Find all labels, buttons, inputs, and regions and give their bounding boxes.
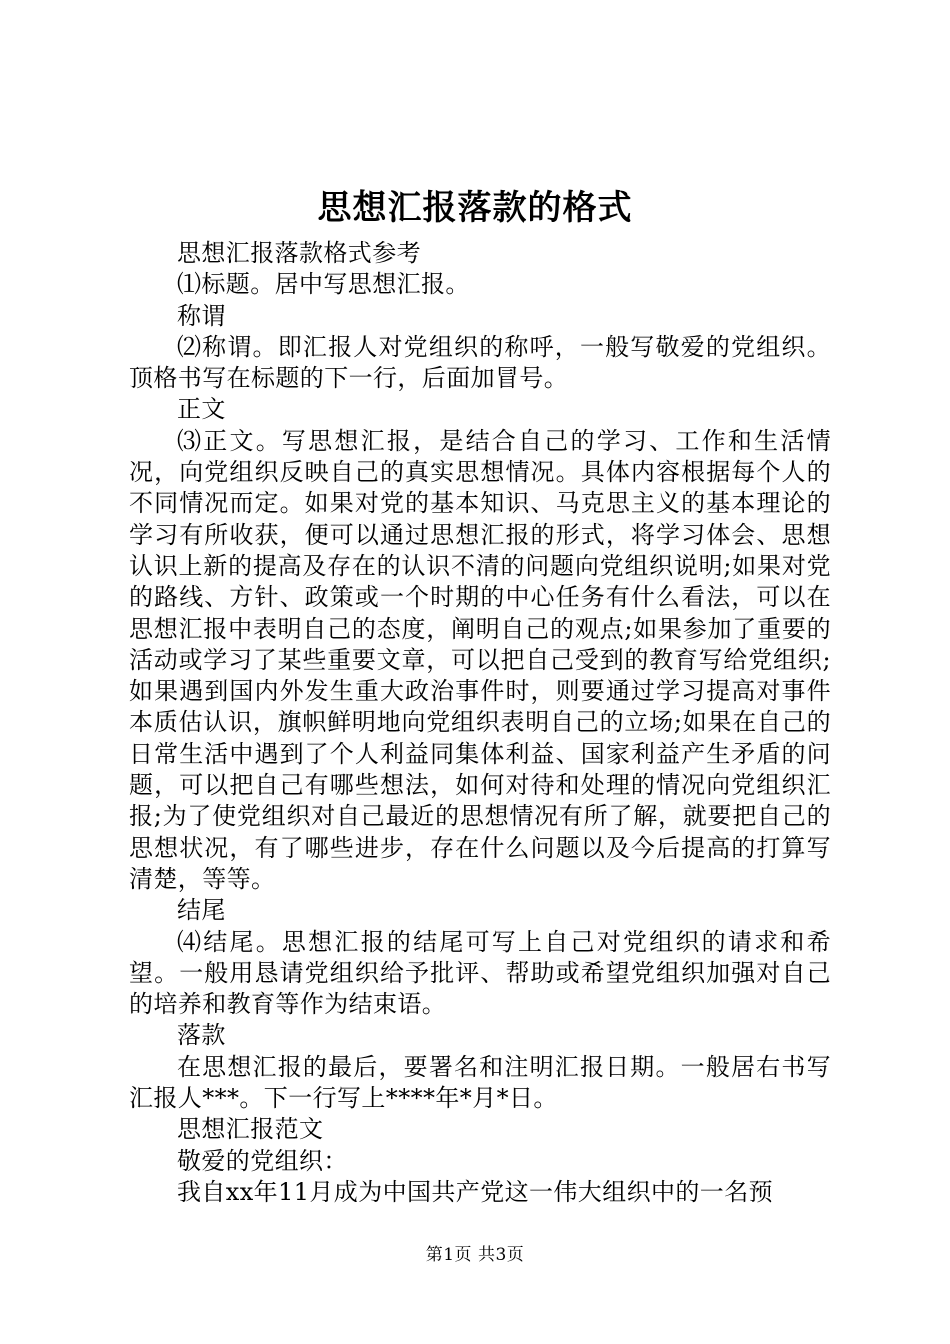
- heading-body: 正文: [177, 395, 226, 424]
- heading-signature: 落款: [177, 1021, 226, 1050]
- heading-salutation: 称谓: [177, 301, 226, 330]
- paragraph-intro: 思想汇报落款格式参考: [177, 239, 421, 267]
- paragraph-signature-rule: 在思想汇报的最后，要署名和注明汇报日期。一般居右书写汇报人***。下一行写上****年*月*日。: [129, 1052, 831, 1113]
- document-body: [129, 238, 831, 1208]
- paragraph-title-rule: ⑴标题。居中写思想汇报。: [177, 270, 470, 299]
- paragraph-sample-salutation: 敬爱的党组织：: [177, 1146, 348, 1175]
- heading-sample: 思想汇报范文: [177, 1115, 324, 1144]
- page-number-footer: 第1页 共3页: [425, 1245, 525, 1265]
- paragraph-salutation-rule: ⑵称谓。即汇报人对党组织的称呼，一般写敬爱的党组织。顶格书写在标题的下一行，后面加冒号。: [129, 332, 831, 393]
- paragraph-ending-rule: ⑷结尾。思想汇报的结尾可写上自己对党组织的请求和希望。一般用恳请党组织给予批评、帮助或希望党组织加强对自己的培养和教育等作为结束语。: [129, 927, 831, 1019]
- heading-ending: 结尾: [177, 896, 226, 925]
- document-title: 思想汇报落款的格式: [317, 188, 633, 228]
- paragraph-body-rule: ⑶正文。写思想汇报，是结合自己的学习、工作和生活情况，向党组织反映自己的真实思想情况。具体内容根据每个人的不同情况而定。如果对党的基本知识、马克思主义的基本理论的学习有所收获，便可以通过思想汇报的形式，将学习体会、思想认识上新的提高及存在的认识不清的问题向党组织说明;如果对党的路线、方针、政策或一个时期的中心任务有什么看法，可以在思想汇报中表明自己的态度，阐明自己的观点;如果参加了重要的活动或学习了某些重要文章，可以把自己受到的教育写给党组织;如果遇到国内外发生重大政治事件时，则要通过学习提高对事件本质估认识，旗帜鲜明地向党组织表明自己的立场;如果在自己的日常生活中遇到了个人利益同集体利益、国家利益产生矛盾的问题，可以把自己有哪些想法，如何对待和处理的情况向党组织汇报;为了使党组织对自己最近的思想情况有所了解，就要把自己的思想状况，有了哪些进步，存在什么问题以及今后提高的打算写清楚，等等。: [129, 426, 831, 893]
- paragraph-sample-start: 我自xx年11月成为中国共产党这一伟大组织中的一名预: [177, 1177, 774, 1206]
